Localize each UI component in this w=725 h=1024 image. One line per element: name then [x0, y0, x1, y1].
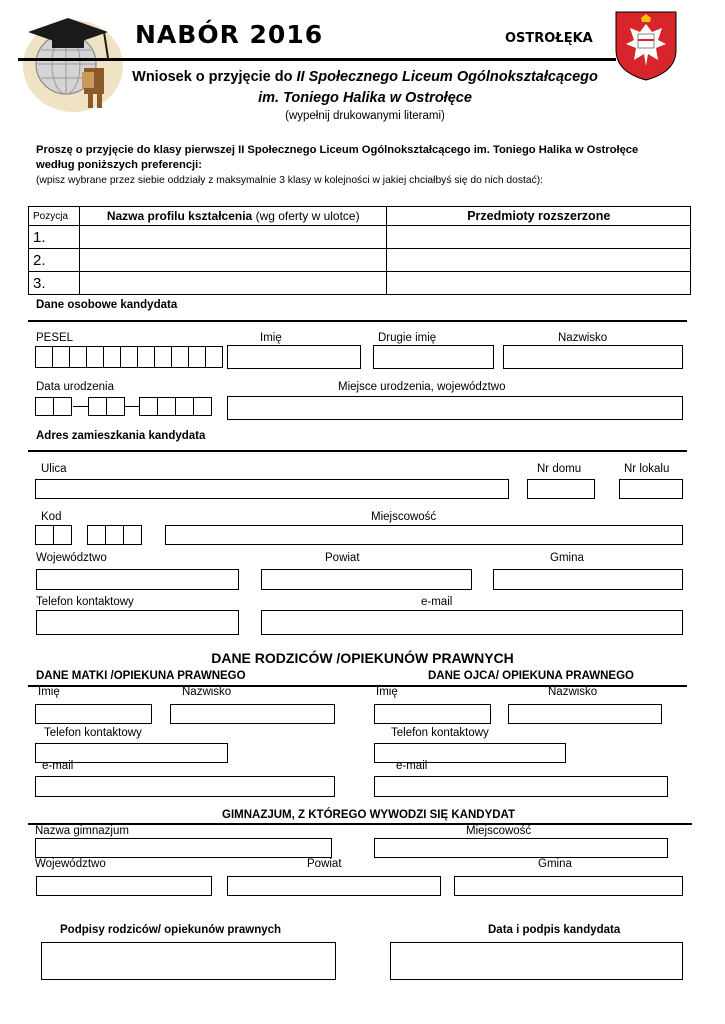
- city-field[interactable]: [165, 525, 683, 545]
- col-profile-label: Nazwa profilu kształcenia: [106, 209, 253, 223]
- intro-line1: Proszę o przyjęcie do klasy pierwszej II Społecznego Liceum Ogólnokształcącego im. Toniego Halika w Ostrołęce: [36, 144, 639, 156]
- profile-input-1[interactable]: [79, 226, 386, 249]
- school-district-label: Powiat: [307, 858, 342, 870]
- birth-month-field[interactable]: [88, 397, 125, 416]
- preferences-table: [28, 206, 691, 295]
- personal-section-title: Dane osobowe kandydata: [36, 299, 178, 311]
- mother-first-name-label: Imię: [38, 686, 60, 698]
- form-subtitle: [132, 69, 598, 85]
- flat-no-field[interactable]: [619, 479, 683, 499]
- section-rule: [28, 450, 687, 452]
- subtitle-prefix: Wniosek o przyjęcie do: [132, 69, 297, 85]
- city-crest-icon: [614, 10, 678, 82]
- postcode-prefix-field[interactable]: [35, 525, 72, 545]
- row-position: 2.: [29, 249, 80, 272]
- commune-label: Gmina: [550, 552, 584, 564]
- father-phone-label: Telefon kontaktowy: [391, 727, 489, 739]
- school-city-field[interactable]: [374, 838, 668, 858]
- mother-first-name-field[interactable]: [35, 704, 152, 724]
- form-subtitle-line2: im. Toniego Halika w Ostrołęce: [258, 90, 472, 106]
- city-label: Miejscowość: [371, 511, 437, 523]
- commune-field[interactable]: [493, 569, 683, 590]
- preferences-header-row: [29, 207, 691, 226]
- candidate-signature-label: Data i podpis kandydata: [488, 924, 621, 936]
- intro-note: (wpisz wybrane przez siebie oddziały z maksymalnie 3 klasy w kolejności w jakiej chciałbyś się do nich dostać):: [36, 175, 544, 186]
- mother-section-title: DANE MATKI /OPIEKUNA PRAWNEGO: [36, 670, 246, 682]
- school-voivodeship-field[interactable]: [36, 876, 212, 896]
- col-subjects-label: Przedmioty rozszerzone: [467, 209, 611, 223]
- fill-instruction: (wypełnij drukowanymi literami): [285, 110, 445, 122]
- candidate-signature-field[interactable]: [390, 942, 683, 980]
- subjects-input-1[interactable]: [387, 226, 691, 249]
- father-section-title: DANE OJCA/ OPIEKUNA PRAWNEGO: [428, 670, 634, 682]
- parents-section-title: DANE RODZICÓW /OPIEKUNÓW PRAWNYCH: [211, 650, 514, 666]
- birth-date-label: Data urodzenia: [36, 381, 114, 393]
- voivodeship-label: Województwo: [36, 552, 107, 564]
- table-row: [29, 272, 691, 295]
- father-email-label: e-mail: [396, 760, 428, 772]
- flat-no-label: Nr lokalu: [624, 463, 670, 475]
- house-no-field[interactable]: [527, 479, 595, 499]
- school-commune-field[interactable]: [454, 876, 683, 896]
- school-name-label: Nazwa gimnazjum: [35, 825, 129, 837]
- parents-signature-field[interactable]: [41, 942, 336, 980]
- second-name-label: Drugie imię: [378, 332, 437, 344]
- date-separator: [125, 406, 139, 407]
- street-label: Ulica: [41, 463, 67, 475]
- col-position-header: [29, 207, 80, 226]
- phone-field[interactable]: [36, 610, 239, 635]
- school-section-title: GIMNAZJUM, Z KTÓREGO WYWODZI SIĘ KANDYDAT: [222, 809, 516, 821]
- district-label: Powiat: [325, 552, 360, 564]
- birth-day-field[interactable]: [35, 397, 72, 416]
- pesel-field[interactable]: [35, 346, 223, 368]
- father-surname-field[interactable]: [508, 704, 662, 724]
- first-name-label: Imię: [260, 332, 282, 344]
- first-name-field[interactable]: [227, 345, 361, 369]
- voivodeship-field[interactable]: [36, 569, 239, 590]
- col-profile-note: (wg oferty w ulotce): [252, 209, 360, 223]
- birth-place-label: Miejsce urodzenia, województwo: [338, 381, 506, 393]
- mother-surname-field[interactable]: [170, 704, 335, 724]
- street-field[interactable]: [35, 479, 509, 499]
- col-profile-header: [79, 207, 386, 226]
- surname-field[interactable]: [503, 345, 683, 369]
- mother-phone-label: Telefon kontaktowy: [44, 727, 142, 739]
- table-row: [29, 249, 691, 272]
- father-first-name-label: Imię: [376, 686, 398, 698]
- profile-input-3[interactable]: [79, 272, 386, 295]
- table-row: [29, 226, 691, 249]
- postcode-suffix-field[interactable]: [87, 525, 142, 545]
- subjects-input-3[interactable]: [387, 272, 691, 295]
- intro-line2: według poniższych preferencji:: [36, 159, 202, 171]
- school-voivodeship-label: Województwo: [35, 858, 106, 870]
- second-name-field[interactable]: [373, 345, 494, 369]
- school-commune-label: Gmina: [538, 858, 572, 870]
- birth-place-field[interactable]: [227, 396, 683, 420]
- subtitle-school: II Społecznego Liceum Ogólnokształcącego: [296, 69, 598, 85]
- mother-email-field[interactable]: [35, 776, 335, 797]
- parents-signature-label: Podpisy rodziców/ opiekunów prawnych: [60, 924, 282, 936]
- phone-label: Telefon kontaktowy: [36, 596, 134, 608]
- house-no-label: Nr domu: [537, 463, 582, 475]
- page-title: NABÓR 2016: [135, 20, 324, 49]
- father-email-field[interactable]: [374, 776, 668, 797]
- section-rule: [28, 320, 687, 322]
- birth-year-field[interactable]: [139, 397, 212, 416]
- header-rule: [18, 58, 616, 61]
- surname-label: Nazwisko: [558, 332, 608, 344]
- postcode-label: Kod: [41, 511, 62, 523]
- col-position-label: Pozycja: [33, 210, 69, 222]
- email-label: e-mail: [421, 596, 453, 608]
- pesel-label: PESEL: [36, 332, 74, 344]
- date-separator: [73, 406, 89, 407]
- father-first-name-field[interactable]: [374, 704, 491, 724]
- email-field[interactable]: [261, 610, 683, 635]
- school-city-label: Miejscowość: [466, 825, 532, 837]
- district-field[interactable]: [261, 569, 472, 590]
- row-position: 1.: [29, 226, 80, 249]
- mother-email-label: e-mail: [42, 760, 74, 772]
- profile-input-2[interactable]: [79, 249, 386, 272]
- mother-surname-label: Nazwisko: [182, 686, 232, 698]
- city-name: OSTROŁĘKA: [505, 31, 593, 46]
- subjects-input-2[interactable]: [387, 249, 691, 272]
- address-section-title: Adres zamieszkania kandydata: [36, 430, 206, 442]
- school-district-field[interactable]: [227, 876, 441, 896]
- school-name-field[interactable]: [35, 838, 332, 858]
- col-subjects-header: [387, 207, 691, 226]
- row-position: 3.: [29, 272, 80, 295]
- father-surname-label: Nazwisko: [548, 686, 598, 698]
